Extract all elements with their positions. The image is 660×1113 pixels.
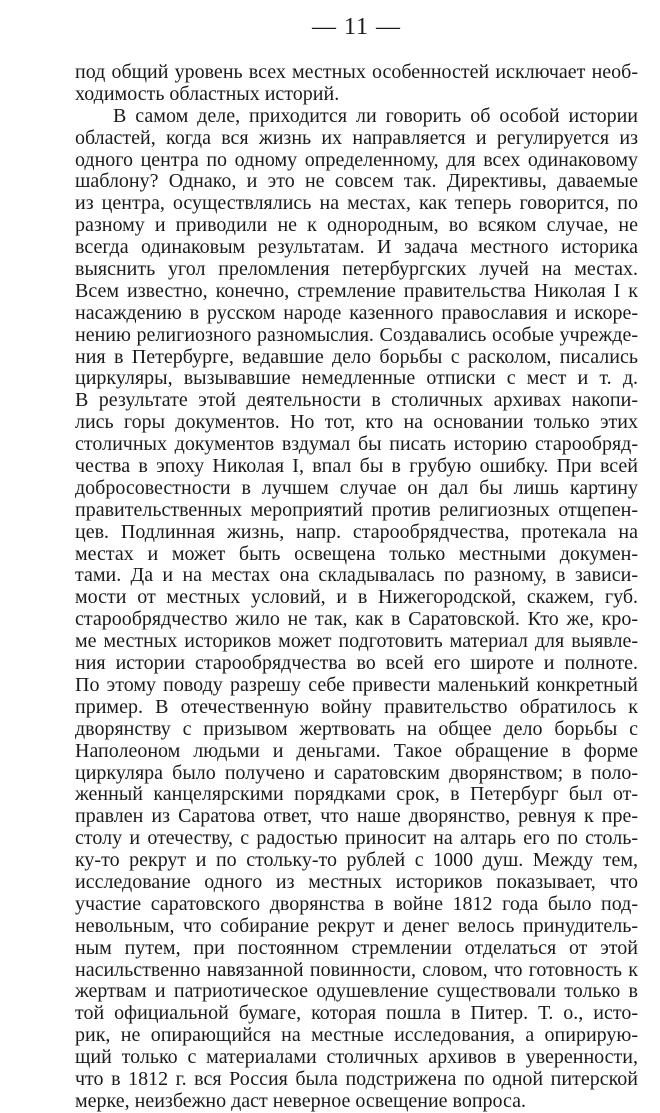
text-line: насаждению в русском народе казенного православия и искоре- (75, 301, 638, 324)
text-line: столичных документов вздумал бы писать историю старообряд- (75, 433, 638, 456)
text-line: ным путем, при постоянном стремлении отделаться от этой (75, 936, 638, 959)
text-line: Всем известно, конечно, стремление правительства Николая I к (75, 279, 638, 302)
text-line: ку-то рекрут и по стольку-то рублей с 1000 душ. Между тем, (75, 849, 638, 872)
text-line: правительственных мероприятий против религиозных отщепен- (75, 498, 638, 521)
text-line: местах и может быть освещена только местными докумен- (75, 542, 638, 565)
text-line: невольным, что собирание рекрут и денег велось принудитель- (75, 914, 638, 937)
text-line: циркуляры, вызывавшие немедленные отписки с мест и т. д. (75, 367, 638, 390)
text-line: жертвам и патриотическое одушевление существовали только в (75, 980, 638, 1003)
text-line: ния в Петербурге, ведавшие дело борьбы с расколом, писались (75, 345, 638, 368)
text-line: старообрядчество жило не так, как в Саратовской. Кто же, кро- (75, 608, 638, 631)
text-line: под общий уровень всех местных особенностей исключает необ- (75, 61, 638, 83)
text-line: областей, когда вся жизнь их направляется и регулируется из (75, 126, 638, 149)
text-line: нению религиозного разномыслия. Создавались особые учрежде- (75, 323, 638, 346)
text-line: выяснить угол преломления петербургских лучей на местах. (75, 258, 638, 281)
text-line: из центра, осуществлялись на местах, как теперь говорится, по (75, 192, 638, 215)
text-line: мерке, неизбежно даст неверное освещение вопроса. (75, 1089, 527, 1112)
text-line: одного центра по одному определенному, для всех одинаковому (75, 148, 638, 171)
text-line: всегда одинаковым результатам. И задача местного историка (75, 236, 638, 259)
text-line: мости от местных условий, и в Нижегородской, скажем, губ. (75, 586, 638, 609)
text-line: В самом деле, приходится ли говорить об особой истории (113, 104, 638, 127)
text-line: пример. В отечественную войну правительство обратилось к (75, 695, 638, 718)
book-page (75, 8, 638, 1113)
text-line: ния истории старообрядчества во всей его широте и полноте. (75, 652, 638, 675)
text-line: что в 1812 г. вся Россия была подстрижена по одной питерской (75, 1067, 638, 1090)
body-text (75, 62, 638, 1113)
text-line: участие саратовского дворянства в войне 1812 года было под- (75, 892, 638, 915)
text-line: чества в эпоху Николая I, впал бы в грубую ошибку. При всей (75, 455, 638, 478)
text-line: той официальной бумаге, которая пошла в Питер. Т. о., исто- (75, 1002, 638, 1025)
text-line: дворянству с призывом жертвовать на общее дело борьбы с (75, 717, 638, 740)
page-number-header: — 11 — (311, 14, 402, 40)
text-line: тами. Да и на местах она складывалась по разному, в зависи- (75, 564, 638, 587)
text-line: циркуляра было получено и саратовским дворянством; в поло- (75, 761, 638, 784)
text-line: исследование одного из местных историков показывает, что (75, 870, 638, 893)
text-line: разному и приводили не к однородным, во всяком случае, не (75, 214, 638, 237)
text-line: насильственно навязанной повинности, словом, что готовность к (75, 958, 638, 981)
text-line: В результате этой деятельности в столичных архивах накопи- (75, 389, 638, 412)
text-line: Наполеоном людьми и деньгами. Такое обращение в форме (75, 739, 638, 762)
text-line: ходимость областных историй. (75, 82, 340, 105)
text-line: По этому поводу разрешу себе привести маленький конкретный (75, 673, 638, 696)
text-line: правлен из Саратова ответ, что наше дворянство, ревнуя к пре- (75, 805, 638, 828)
text-line: рик, не опирающийся на местные исследования, а опирирую- (75, 1024, 638, 1047)
text-line: цев. Подлинная жизнь, напр. старообрядчества, протекала на (75, 520, 638, 543)
text-line: женный канцелярскими порядками срок, в Петербург был от- (75, 783, 638, 806)
text-line: лись горы документов. Но тот, кто на основании только этих (75, 411, 638, 434)
text-line: столу и отечеству, с радостью приносит на алтарь его по столь- (75, 827, 638, 850)
text-line: добросовестности в лучшем случае он дал бы лишь картину (75, 476, 638, 499)
text-line: щий только с материалами столичных архивов в уверенности, (75, 1046, 638, 1069)
text-line: ме местных историков может подготовить материал для выявле- (75, 630, 638, 653)
text-line: шаблону? Однако, и это не совсем так. Директивы, даваемые (75, 170, 638, 193)
